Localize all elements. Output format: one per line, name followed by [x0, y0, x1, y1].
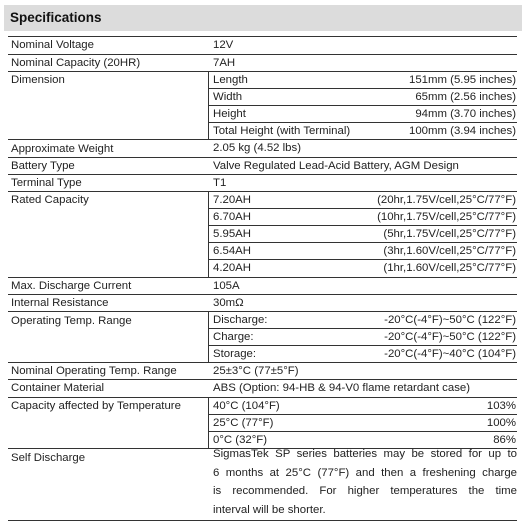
dimension-item-name: Total Height (with Terminal) [213, 125, 351, 137]
dimension-label: Dimension [11, 74, 65, 86]
operating-temp-item-name: Storage: [213, 348, 257, 360]
capacity-temp-label: Capacity affected by Temperature [11, 400, 181, 412]
max-discharge-value: 105A [213, 280, 240, 292]
operating-temp-item-value: -20°C(-4°F)~40°C (104°F) [384, 348, 516, 360]
self-discharge-label: Self Discharge [11, 452, 86, 464]
internal-resistance-value: 30mΩ [213, 297, 244, 309]
row-divider [8, 174, 517, 175]
self-discharge-line: is recommended. For higher temperatures the time [213, 485, 517, 497]
operating-temp-label: Operating Temp. Range [11, 315, 132, 327]
nominal-operating-temp-value: 25±3°C (77±5°F) [213, 365, 299, 377]
self-discharge-line: 6 months at 25°C (77°F) and then a freshening charge [213, 466, 517, 479]
rated-capacity-value: 7.20AH [213, 194, 251, 206]
terminal-type-value: T1 [213, 177, 227, 189]
row-divider [8, 520, 517, 521]
max-discharge-label: Max. Discharge Current [11, 280, 132, 292]
container-material-value: ABS (Option: 94-HB & 94-V0 flame retardant case) [213, 382, 471, 394]
capacity-temp-item-name: 0°C (32°F) [213, 434, 268, 446]
column-divider [208, 311, 209, 362]
rated-capacity-condition: (10hr,1.75V/cell,25°C/77°F) [377, 211, 516, 223]
rated-capacity-condition: (1hr,1.60V/cell,25°C/77°F) [383, 262, 516, 274]
operating-temp-item-value: -20°C(-4°F)~50°C (122°F) [384, 331, 516, 343]
dimension-item-value: 151mm (5.95 inches) [409, 74, 516, 86]
rated-capacity-condition: (20hr,1.75V/cell,25°C/77°F) [377, 194, 516, 206]
nominal-voltage-label: Nominal Voltage [11, 39, 94, 51]
terminal-type-label: Terminal Type [11, 177, 82, 189]
rated-capacity-label: Rated Capacity [11, 194, 89, 206]
rated-capacity-value: 5.95AH [213, 228, 251, 240]
column-divider [208, 71, 209, 139]
capacity-temp-item-name: 40°C (104°F) [213, 400, 280, 412]
dimension-item-name: Length [213, 74, 248, 86]
battery-type-value: Valve Regulated Lead-Acid Battery, AGM Design [213, 160, 459, 172]
column-divider [208, 397, 209, 448]
approx-weight-label: Approximate Weight [11, 143, 114, 155]
approx-weight-value: 2.05 kg (4.52 lbs) [213, 142, 302, 154]
operating-temp-item-name: Charge: [213, 331, 254, 343]
spec-header [4, 5, 522, 31]
dimension-item-value: 100mm (3.94 inches) [409, 125, 516, 137]
nominal-voltage-value: 12V [213, 39, 234, 51]
rated-capacity-value: 4.20AH [213, 262, 251, 274]
capacity-temp-item-name: 25°C (77°F) [213, 417, 274, 429]
operating-temp-item-value: -20°C(-4°F)~50°C (122°F) [384, 314, 516, 326]
operating-temp-item-name: Discharge: [213, 314, 268, 326]
dimension-item-value: 94mm (3.70 inches) [415, 108, 516, 120]
battery-type-label: Battery Type [11, 160, 75, 172]
rated-capacity-value: 6.54AH [213, 245, 251, 257]
dimension-item-value: 65mm (2.56 inches) [415, 91, 516, 103]
self-discharge-line: interval will be shorter. [213, 503, 326, 516]
capacity-temp-item-value: 100% [486, 417, 516, 429]
capacity-temp-item-value: 86% [493, 434, 516, 446]
rated-capacity-condition: (3hr,1.60V/cell,25°C/77°F) [383, 245, 516, 257]
self-discharge-line: SigmasTek SP series batteries may be stored for up to [213, 448, 517, 460]
rated-capacity-condition: (5hr,1.75V/cell,25°C/77°F) [383, 228, 516, 240]
container-material-label: Container Material [11, 382, 105, 394]
internal-resistance-label: Internal Resistance [11, 297, 109, 309]
capacity-temp-item-value: 103% [486, 400, 516, 412]
column-divider [208, 191, 209, 277]
nominal-operating-temp-label: Nominal Operating Temp. Range [11, 365, 177, 377]
rated-capacity-value: 6.70AH [213, 211, 251, 223]
spec-title: Specifications [10, 10, 102, 25]
dimension-item-name: Height [213, 108, 246, 120]
nominal-capacity-label: Nominal Capacity (20HR) [11, 57, 141, 69]
dimension-item-name: Width [213, 91, 243, 103]
nominal-capacity-value: 7AH [213, 57, 236, 69]
self-discharge-text [213, 445, 517, 519]
